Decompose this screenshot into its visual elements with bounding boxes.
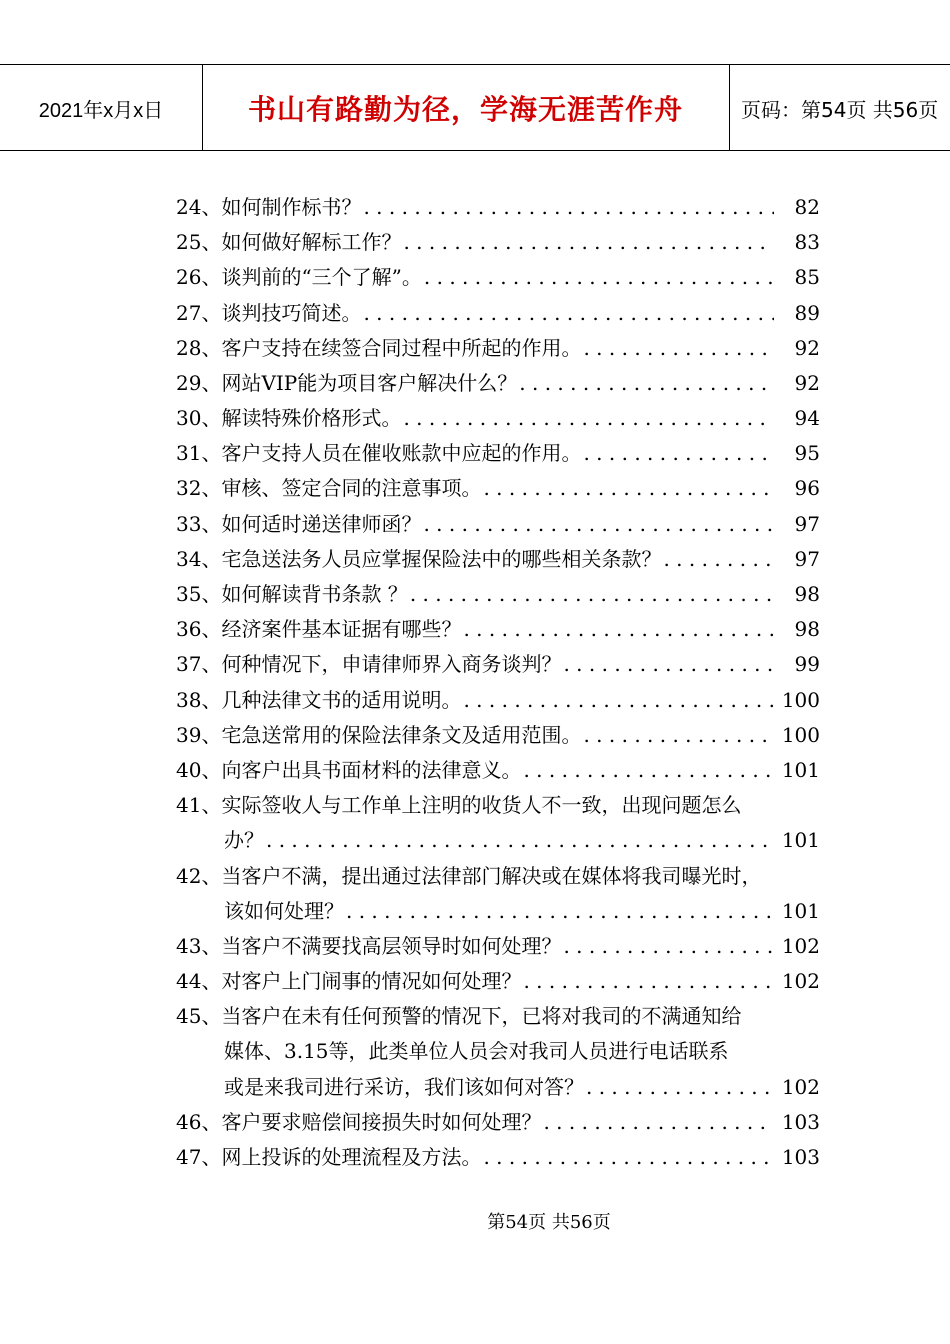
toc-entry-page: 98	[794, 582, 820, 607]
toc-entry-title: 宅急送法务人员应掌握保险法中的哪些相关条款？	[221, 546, 662, 571]
toc-entry-title: 客户支持在续签合同过程中所起的作用。	[221, 335, 582, 360]
toc-entry[interactable]	[176, 1105, 836, 1140]
toc-entry[interactable]	[176, 1140, 836, 1175]
toc-entry-page: 101	[781, 828, 820, 853]
toc-entry-title: 媒体、3.15等，此类单位人员会对我司人员进行电话联系	[224, 1039, 729, 1064]
toc-entry-title: 对客户上门闹事的情况如何处理？	[221, 969, 522, 994]
toc-entry[interactable]	[176, 577, 836, 612]
toc-entry-number: 37、	[176, 652, 222, 677]
toc-entry-number: 39、	[176, 722, 222, 747]
toc-entry-page: 96	[794, 476, 820, 501]
toc-entry-number: 31、	[176, 441, 222, 466]
toc-entry-page: 101	[781, 757, 820, 782]
toc-entry-page: 83	[794, 230, 820, 255]
toc-entry-title: 该如何处理？	[224, 898, 344, 923]
toc-entry-number: 32、	[176, 476, 222, 501]
toc-entry-page: 94	[794, 406, 820, 431]
toc-entry-number: 38、	[176, 687, 222, 712]
toc-entry[interactable]	[176, 929, 836, 964]
toc-entry-number: 28、	[176, 335, 222, 360]
toc-entry[interactable]	[176, 366, 836, 401]
toc-entry-number: 34、	[176, 546, 222, 571]
toc-leader-dots	[463, 612, 774, 647]
toc-entry-number: 33、	[176, 511, 222, 536]
toc-entry[interactable]	[176, 612, 836, 647]
toc-entry[interactable]	[176, 190, 836, 225]
toc-entry-continuation[interactable]	[176, 823, 836, 858]
toc-entry-title: 何种情况下，申请律师界入商务谈判？	[221, 652, 562, 677]
toc-leader-dots	[410, 577, 774, 612]
toc-leader-dots	[403, 225, 774, 260]
toc-entry-number: 26、	[176, 265, 222, 290]
toc-leader-dots	[363, 190, 774, 225]
toc-entry[interactable]	[176, 718, 836, 753]
toc-entry-number: 27、	[176, 300, 222, 325]
toc-entry-number: 30、	[176, 406, 222, 431]
toc-leader-dots	[543, 1105, 774, 1140]
toc-entry[interactable]	[176, 753, 836, 788]
toc-entry[interactable]	[176, 647, 836, 682]
toc-entry-title: 办？	[224, 828, 264, 853]
toc-entry-number: 35、	[176, 582, 222, 607]
toc-leader-dots	[266, 823, 774, 858]
toc-entry-page: 102	[781, 969, 820, 994]
toc-entry[interactable]	[176, 964, 836, 999]
toc-leader-dots	[423, 507, 774, 542]
toc-entry[interactable]	[176, 683, 836, 718]
toc-entry-page: 99	[794, 652, 820, 677]
toc-entry-page: 103	[781, 1145, 820, 1170]
toc-entry-number: 29、	[176, 370, 222, 395]
toc-entry-page: 92	[794, 335, 820, 360]
toc-entry-page: 102	[781, 1074, 820, 1099]
toc-entry[interactable]	[176, 296, 836, 331]
page-header	[0, 64, 950, 151]
header-date: 2021年x月x日	[0, 65, 203, 151]
toc-leader-dots	[586, 1070, 774, 1105]
toc-entry-title: 如何制作标书？	[221, 194, 362, 219]
toc-entry-number: 42、	[176, 863, 222, 888]
toc-entry-title: 如何适时递送律师函？	[221, 511, 422, 536]
toc-entry-title: 或是来我司进行采访，我们该如何对答？	[224, 1074, 584, 1099]
toc-entry-number: 40、	[176, 757, 222, 782]
toc-entry-page: 95	[794, 441, 820, 466]
toc-leader-dots	[523, 964, 774, 999]
toc-entry[interactable]	[176, 542, 836, 577]
toc-entry-title: 客户要求赔偿间接损失时如何处理？	[221, 1109, 542, 1134]
header-page-number: 页码：第54页 共56页	[741, 97, 939, 122]
toc-entry-title: 当客户在未有任何预警的情况下，已将对我司的不满通知给	[221, 1004, 742, 1029]
toc-entry-number: 45、	[176, 1004, 222, 1029]
page-footer: 第54页 共56页	[487, 1212, 611, 1233]
toc-leader-dots	[583, 436, 774, 471]
toc-entry-number: 46、	[176, 1109, 222, 1134]
toc-entry-page: 97	[794, 511, 820, 536]
header-motto: 书山有路勤为径，学海无涯苦作舟	[202, 65, 730, 151]
toc-entry-page: 100	[781, 687, 820, 712]
toc-entry-title: 谈判前的“三个了解”。	[221, 265, 422, 290]
toc-entry[interactable]	[176, 999, 836, 1034]
toc-leader-dots	[363, 296, 774, 331]
toc-entry-number: 43、	[176, 933, 222, 958]
toc-entry-number: 36、	[176, 617, 222, 642]
toc-entry-page: 98	[794, 617, 820, 642]
toc-entry[interactable]	[176, 260, 836, 295]
toc-entry[interactable]	[176, 436, 836, 471]
toc-leader-dots	[483, 471, 774, 506]
toc-leader-dots	[663, 542, 774, 577]
toc-entry[interactable]	[176, 331, 836, 366]
toc-leader-dots	[583, 331, 774, 366]
toc-entry[interactable]	[176, 401, 836, 436]
toc-entry-title: 当客户不满要找高层领导时如何处理？	[221, 933, 562, 958]
toc-entry-number: 25、	[176, 230, 222, 255]
toc-leader-dots	[346, 894, 774, 929]
toc-entry-page: 82	[794, 194, 820, 219]
toc-leader-dots	[563, 647, 774, 682]
toc-entry[interactable]	[176, 507, 836, 542]
toc-entry-title: 向客户出具书面材料的法律意义。	[221, 757, 522, 782]
toc-entry-page: 89	[794, 300, 820, 325]
toc-leader-dots	[583, 718, 774, 753]
toc-entry[interactable]	[176, 472, 836, 507]
toc-leader-dots	[563, 929, 774, 964]
toc-entry-title: 网站VIP能为项目客户解决什么？	[221, 370, 518, 395]
toc-entry-continuation[interactable]	[176, 1070, 836, 1105]
toc-leader-dots	[519, 366, 774, 401]
toc-leader-dots	[483, 1140, 774, 1175]
toc-entry-page: 97	[794, 546, 820, 571]
toc-entry-number: 41、	[176, 793, 222, 818]
toc-entry[interactable]	[176, 788, 836, 823]
toc-entry[interactable]	[176, 225, 836, 260]
toc-entry-title: 经济案件基本证据有哪些？	[221, 617, 462, 642]
toc-entry-page: 102	[781, 933, 820, 958]
toc-entry-title: 客户支持人员在催收账款中应起的作用。	[221, 441, 582, 466]
toc-entry-page: 100	[781, 722, 820, 747]
toc-entry-title: 网上投诉的处理流程及方法。	[221, 1145, 482, 1170]
toc-entry-page: 92	[794, 370, 820, 395]
toc-entry-title: 实际签收人与工作单上注明的收货人不一致，出现问题怎么	[221, 793, 742, 818]
toc-leader-dots	[403, 401, 774, 436]
table-of-contents	[176, 190, 836, 1175]
toc-leader-dots	[523, 753, 774, 788]
toc-entry-page: 103	[781, 1109, 820, 1134]
toc-entry-continuation[interactable]	[176, 1035, 836, 1070]
toc-entry-number: 47、	[176, 1145, 222, 1170]
toc-entry-title: 当客户不满，提出通过法律部门解决或在媒体将我司曝光时，	[221, 863, 762, 888]
toc-entry-title: 如何做好解标工作？	[221, 230, 402, 255]
toc-entry-title: 宅急送常用的保险法律条文及适用范围。	[221, 722, 582, 747]
toc-entry-title: 如何解读背书条款 ？	[221, 582, 408, 607]
toc-entry-continuation[interactable]	[176, 894, 836, 929]
toc-entry-page: 85	[794, 265, 820, 290]
toc-leader-dots	[424, 260, 774, 295]
toc-entry-title: 几种法律文书的适用说明。	[221, 687, 462, 712]
toc-entry-number: 44、	[176, 969, 222, 994]
toc-entry-title: 审核、签定合同的注意事项。	[221, 476, 482, 501]
toc-entry-title: 谈判技巧简述。	[221, 300, 362, 325]
toc-leader-dots	[463, 683, 774, 718]
toc-entry-number: 24、	[176, 194, 222, 219]
toc-entry-title: 解读特殊价格形式。	[221, 406, 402, 431]
toc-entry-page: 101	[781, 898, 820, 923]
toc-entry[interactable]	[176, 859, 836, 894]
